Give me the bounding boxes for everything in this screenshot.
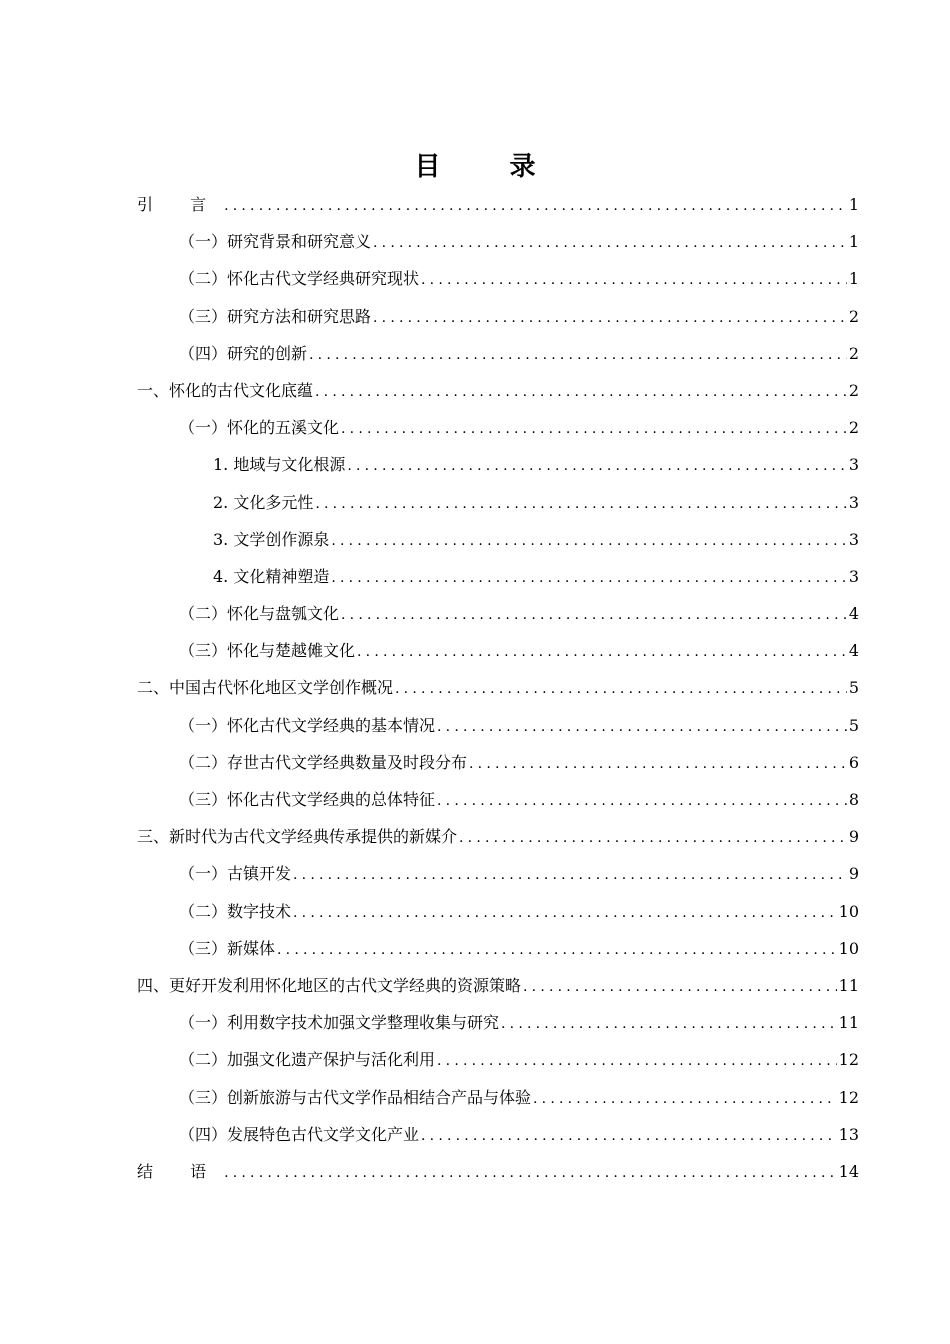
- toc-entry[interactable]: [137, 446, 859, 483]
- toc-dot-leader: [501, 1006, 837, 1043]
- toc-entry[interactable]: [137, 1153, 859, 1190]
- toc-entry-label: （一）怀化的五溪文化: [179, 418, 340, 438]
- toc-entry-label: 三、新时代为古代文学经典传承提供的新媒介: [137, 827, 458, 847]
- toc-entry[interactable]: [137, 595, 859, 632]
- toc-entry[interactable]: [137, 893, 859, 930]
- toc-page-number: 9: [848, 864, 859, 884]
- toc-page-number: 13: [838, 1124, 859, 1144]
- toc-dot-leader: [459, 820, 847, 857]
- toc-page-number: 4: [848, 641, 859, 661]
- toc-entry-label: （三）怀化与楚越傩文化: [179, 641, 356, 661]
- toc-dot-leader: [357, 634, 847, 671]
- toc-entry-label: 4. 文化精神塑造: [213, 566, 330, 586]
- toc-entry-label: （二）怀化古代文学经典研究现状: [179, 269, 420, 289]
- toc-entry-label: 四、更好开发利用怀化地区的古代文学经典的资源策略: [137, 975, 522, 995]
- toc-entry-label: 二、中国古代怀化地区文学创作概况: [137, 678, 394, 698]
- toc-page-number: 3: [848, 492, 859, 512]
- toc-entry[interactable]: [137, 930, 859, 967]
- toc-dot-leader: [315, 486, 846, 523]
- toc-dot-leader: [341, 597, 847, 634]
- toc-dot-leader: [293, 857, 847, 894]
- toc-dot-leader: [437, 783, 847, 820]
- toc-page-number: 3: [848, 529, 859, 549]
- toc-dot-leader: [469, 746, 847, 783]
- toc-page-number: 5: [848, 678, 859, 698]
- toc-entry[interactable]: [137, 186, 859, 223]
- toc-dot-leader: [437, 709, 847, 746]
- toc-page-number: 1: [848, 232, 859, 252]
- toc-dot-leader: [224, 1155, 837, 1192]
- toc-entry-label: （三）创新旅游与古代文学作品相结合产品与体验: [179, 1087, 532, 1107]
- toc-entry[interactable]: [137, 558, 859, 595]
- toc-page-number: 2: [848, 380, 859, 400]
- toc-dot-leader: [277, 932, 837, 969]
- toc-page-number: 4: [848, 604, 859, 624]
- toc-entry[interactable]: [137, 744, 859, 781]
- toc-dot-leader: [437, 1043, 837, 1080]
- toc-page-number: 5: [848, 715, 859, 735]
- toc-entry-label: 1. 地域与文化根源: [213, 455, 346, 475]
- toc-dot-leader: [421, 262, 847, 299]
- toc-page-number: 10: [838, 938, 859, 958]
- toc-page-number: 10: [838, 901, 859, 921]
- toc-entry[interactable]: [137, 521, 859, 558]
- toc-page-number: 8: [848, 790, 859, 809]
- toc-dot-leader: [224, 188, 847, 225]
- toc-entry-label: 2. 文化多元性: [213, 492, 314, 512]
- toc-entry-label: （二）存世古代文学经典数量及时段分布: [179, 752, 468, 772]
- toc-entry[interactable]: [137, 781, 859, 818]
- toc-page-number: 2: [848, 343, 859, 363]
- toc-page-number: 2: [848, 418, 859, 438]
- toc-entry[interactable]: [137, 1004, 859, 1041]
- toc-entry[interactable]: [137, 298, 859, 335]
- toc-entry-label: （三）怀化古代文学经典的总体特征: [179, 790, 436, 809]
- toc-page-number: 11: [838, 1013, 859, 1033]
- toc-page-number: 3: [848, 566, 859, 586]
- toc-entry[interactable]: [137, 1116, 859, 1153]
- toc-entry[interactable]: [137, 855, 859, 892]
- toc-dot-leader: [315, 374, 847, 411]
- toc-entry-label: （一）古镇开发: [179, 864, 292, 884]
- toc-entry-label: （一）利用数字技术加强文学整理收集与研究: [179, 1013, 500, 1033]
- toc-entry[interactable]: [137, 1041, 859, 1078]
- toc-dot-leader: [331, 523, 846, 560]
- toc-entry[interactable]: [137, 372, 859, 409]
- toc-page-number: 12: [838, 1050, 859, 1070]
- toc-entry-label: （三）研究方法和研究思路: [179, 306, 372, 326]
- toc-dot-leader: [331, 560, 846, 597]
- toc-page-number: 14: [838, 1161, 859, 1181]
- toc-page-number: 11: [838, 975, 859, 995]
- toc-page-number: 3: [848, 455, 859, 475]
- toc-dot-leader: [373, 225, 847, 262]
- toc-page-number: 1: [848, 195, 859, 214]
- toc-page-number: 1: [848, 269, 859, 289]
- toc-dot-leader: [395, 671, 847, 708]
- toc-entry[interactable]: [137, 223, 859, 260]
- toc-entry-label: （二）加强文化遗产保护与活化利用: [179, 1050, 436, 1070]
- toc-page-number: 2: [848, 306, 859, 326]
- toc-dot-leader: [523, 969, 837, 1006]
- toc-entry[interactable]: [137, 260, 859, 297]
- toc-entry-label: 结 语: [137, 1161, 223, 1181]
- toc-page-number: 9: [848, 827, 859, 847]
- toc-entry-label: （三）新媒体: [179, 938, 276, 958]
- toc-dot-leader: [533, 1081, 837, 1118]
- toc-dot-leader: [341, 411, 847, 448]
- toc-entry-label: 引 言: [137, 195, 223, 214]
- toc-dot-leader: [373, 300, 847, 337]
- toc-dot-leader: [293, 895, 837, 932]
- toc-entry[interactable]: [137, 818, 859, 855]
- toc-entry[interactable]: [137, 409, 859, 446]
- toc-page-number: 6: [848, 752, 859, 772]
- toc-dot-leader: [309, 337, 847, 374]
- toc-entry-label: （二）数字技术: [179, 901, 292, 921]
- toc-entry[interactable]: [137, 669, 859, 706]
- toc-page-number: 12: [838, 1087, 859, 1107]
- toc-entry[interactable]: [137, 484, 859, 521]
- toc-dot-leader: [421, 1118, 837, 1155]
- toc-entry-label: 3. 文学创作源泉: [213, 529, 330, 549]
- toc-entry-label: （二）怀化与盘瓠文化: [179, 604, 340, 624]
- toc-entry-label: （一）研究背景和研究意义: [179, 232, 372, 252]
- toc-entry-label: （四）研究的创新: [179, 343, 308, 363]
- toc-entry[interactable]: [137, 707, 859, 744]
- page-title: 目 录: [414, 152, 566, 182]
- toc-entry[interactable]: [137, 632, 859, 669]
- toc-entry-label: （四）发展特色古代文学文化产业: [179, 1124, 420, 1144]
- toc-entry[interactable]: [137, 335, 859, 372]
- toc-entry[interactable]: [137, 1079, 859, 1116]
- toc-entry-label: （一）怀化古代文学经典的基本情况: [179, 715, 436, 735]
- toc-dot-leader: [347, 448, 846, 485]
- toc-entry[interactable]: [137, 967, 859, 1004]
- toc-entry-label: 一、怀化的古代文化底蕴: [137, 380, 314, 400]
- table-of-contents: [137, 186, 859, 1190]
